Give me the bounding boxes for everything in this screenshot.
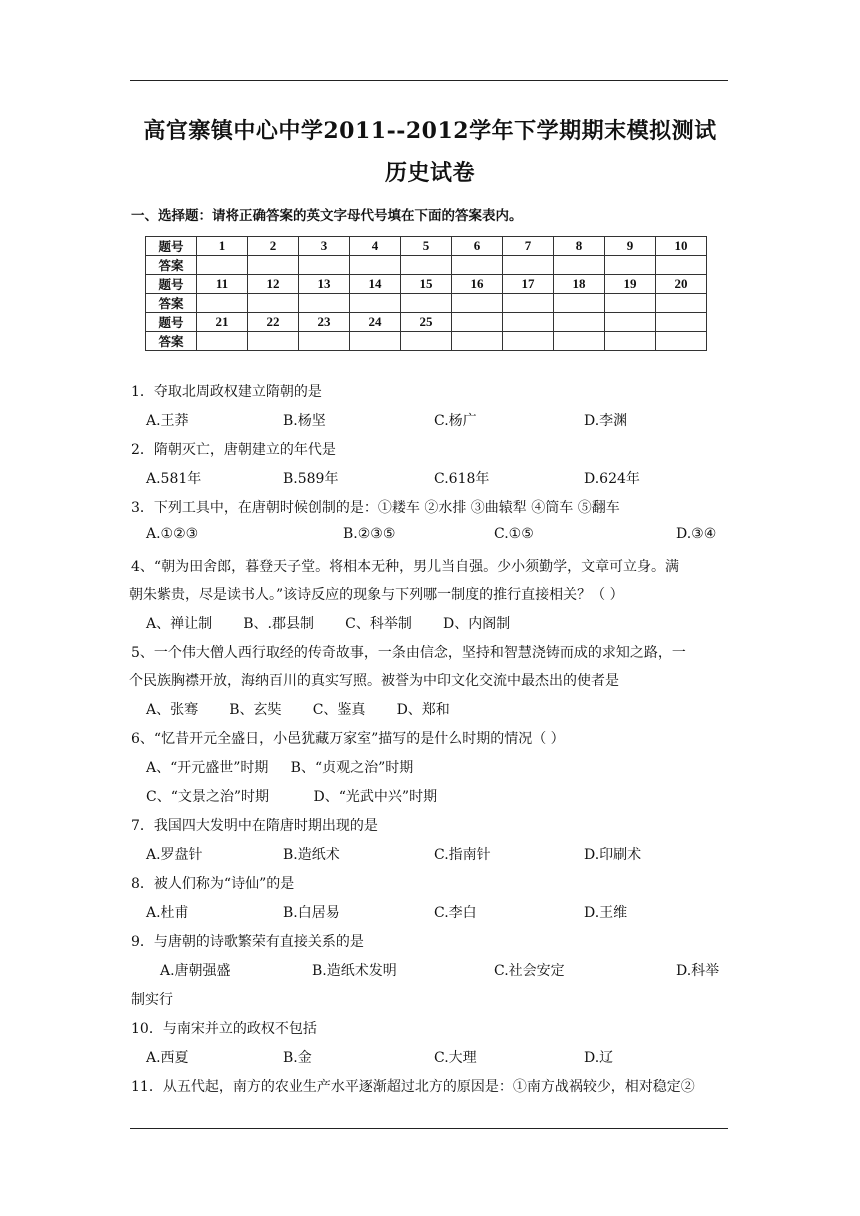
question-number-cell: [554, 313, 605, 332]
question-number-cell: 12: [248, 275, 299, 294]
question-number-cell: 14: [350, 275, 401, 294]
option-c[interactable]: C.杨广: [434, 413, 477, 429]
answer-cell[interactable]: [452, 332, 503, 351]
answer-label-cell: 答案: [146, 294, 197, 313]
exam-subtitle: 历史试卷: [384, 160, 475, 186]
question-number-cell: 10: [656, 237, 707, 256]
option-c[interactable]: C.社会安定: [494, 963, 565, 979]
answer-cell[interactable]: [350, 294, 401, 313]
option-b[interactable]: B.白居易: [283, 905, 340, 921]
answer-cell[interactable]: [605, 294, 656, 313]
question-label-cell: 题号: [146, 313, 197, 332]
question-stem: 8．被人们称为“诗仙”的是: [131, 876, 295, 892]
question-stem: 7．我国四大发明中在隋唐时期出现的是: [131, 818, 378, 834]
question-number-cell: 23: [299, 313, 350, 332]
exam-title: 高官寨镇中心中学2011--2012学年下学期期末模拟测试: [143, 118, 717, 144]
option-d-continued: 制实行: [131, 992, 173, 1008]
table-row: [146, 237, 707, 256]
table-row: [146, 256, 707, 275]
option-a[interactable]: A.①②③: [146, 526, 199, 542]
question-number-cell: 22: [248, 313, 299, 332]
option-d[interactable]: D.印刷术: [584, 847, 642, 863]
table-row: [146, 313, 707, 332]
question-stem: 6、“忆昔开元全盛日，小邑犹藏万家室”描写的是什么时期的情况（ ）: [131, 731, 565, 747]
option-a[interactable]: A.唐朝强盛: [160, 963, 231, 979]
option-b[interactable]: B.②③⑤: [343, 526, 396, 542]
question-number-cell: 7: [503, 237, 554, 256]
question-number-cell: 13: [299, 275, 350, 294]
answer-cell[interactable]: [299, 256, 350, 275]
answer-cell[interactable]: [299, 332, 350, 351]
options-row[interactable]: A、“开元盛世”时期 B、“贞观之治”时期: [146, 760, 414, 776]
answer-cell[interactable]: [605, 332, 656, 351]
option-b[interactable]: B.造纸术发明: [312, 963, 397, 979]
question-number-cell: 11: [197, 275, 248, 294]
answer-cell[interactable]: [605, 256, 656, 275]
answer-cell[interactable]: [503, 256, 554, 275]
answer-cell[interactable]: [197, 294, 248, 313]
answer-table: [145, 236, 707, 351]
question-number-cell: 18: [554, 275, 605, 294]
option-d[interactable]: D.科举: [676, 963, 720, 979]
option-d[interactable]: D.王维: [584, 905, 628, 921]
question-label-cell: 题号: [146, 275, 197, 294]
question-label-cell: 题号: [146, 237, 197, 256]
question-number-cell: [605, 313, 656, 332]
question-number-cell: 15: [401, 275, 452, 294]
option-b[interactable]: B.杨坚: [283, 413, 326, 429]
question-stem: 10．与南宋并立的政权不包括: [131, 1021, 317, 1037]
option-d[interactable]: D.624年: [584, 471, 640, 487]
answer-cell[interactable]: [452, 256, 503, 275]
answer-label-cell: 答案: [146, 332, 197, 351]
answer-cell[interactable]: [197, 256, 248, 275]
question-stem: 1．夺取北周政权建立隋朝的是: [131, 384, 322, 400]
option-d[interactable]: D.辽: [584, 1050, 614, 1066]
question-stem: 2．隋朝灭亡，唐朝建立的年代是: [131, 442, 336, 458]
answer-cell[interactable]: [554, 332, 605, 351]
option-c[interactable]: C.①⑤: [494, 526, 534, 542]
answer-cell[interactable]: [656, 294, 707, 313]
footer-rule: [130, 1128, 728, 1129]
answer-cell[interactable]: [350, 256, 401, 275]
question-number-cell: 4: [350, 237, 401, 256]
question-number-cell: 3: [299, 237, 350, 256]
question-stem: 11．从五代起，南方的农业生产水平逐渐超过北方的原因是：①南方战祸较少，相对稳定②: [131, 1079, 695, 1095]
question-number-cell: 24: [350, 313, 401, 332]
option-d[interactable]: D.③④: [676, 526, 717, 542]
question-number-cell: 21: [197, 313, 248, 332]
question-number-cell: 8: [554, 237, 605, 256]
question-number-cell: 6: [452, 237, 503, 256]
option-c[interactable]: C.指南针: [434, 847, 491, 863]
option-c[interactable]: C.618年: [434, 471, 490, 487]
answer-cell[interactable]: [554, 294, 605, 313]
answer-cell[interactable]: [656, 256, 707, 275]
answer-cell[interactable]: [401, 256, 452, 275]
question-number-cell: 20: [656, 275, 707, 294]
answer-cell[interactable]: [248, 332, 299, 351]
table-row: [146, 275, 707, 294]
question-number-cell: 5: [401, 237, 452, 256]
option-a[interactable]: A.西夏: [146, 1050, 189, 1066]
question-number-cell: 16: [452, 275, 503, 294]
question-number-cell: [503, 313, 554, 332]
answer-cell[interactable]: [452, 294, 503, 313]
answer-label-cell: 答案: [146, 256, 197, 275]
options-row[interactable]: A、禅让制 B、.郡县制 C、科举制 D、内阁制: [146, 616, 511, 632]
answer-cell[interactable]: [248, 294, 299, 313]
question-number-cell: 17: [503, 275, 554, 294]
answer-cell[interactable]: [299, 294, 350, 313]
option-c[interactable]: C.大理: [434, 1050, 477, 1066]
section-heading: 一、选择题：请将正确答案的英文字母代号填在下面的答案表内。: [131, 208, 523, 224]
answer-cell[interactable]: [248, 256, 299, 275]
options-row[interactable]: C、“文景之治”时期 D、“光武中兴”时期: [146, 789, 438, 805]
question-stem: 3．下列工具中，在唐朝时候创制的是：①耧车 ②水排 ③曲辕犁 ④筒车 ⑤翻车: [131, 500, 620, 516]
question-number-cell: [452, 313, 503, 332]
option-a[interactable]: A.王莽: [146, 413, 189, 429]
option-d[interactable]: D.李渊: [584, 413, 628, 429]
question-stem: 4、“朝为田舍郎，暮登天子堂。将相本无种，男儿当自强。少小须勤学，文章可立身。满: [131, 559, 680, 575]
question-stem: 5、一个伟大僧人西行取经的传奇故事，一条由信念，坚持和智慧浇铸而成的求知之路，一: [131, 645, 686, 661]
answer-cell[interactable]: [503, 332, 554, 351]
option-b[interactable]: B.造纸术: [283, 847, 340, 863]
question-number-cell: 19: [605, 275, 656, 294]
question-stem: 9．与唐朝的诗歌繁荣有直接关系的是: [131, 934, 364, 950]
option-a[interactable]: A.杜甫: [146, 905, 189, 921]
answer-cell[interactable]: [197, 332, 248, 351]
question-number-cell: 1: [197, 237, 248, 256]
table-row: [146, 294, 707, 313]
question-stem-continued: 朝朱紫贵，尽是读书人。”该诗反应的现象与下列哪一制度的推行直接相关？（ ）: [129, 587, 624, 603]
answer-cell[interactable]: [656, 332, 707, 351]
option-a[interactable]: A.罗盘针: [146, 847, 203, 863]
question-number-cell: [656, 313, 707, 332]
answer-cell[interactable]: [401, 294, 452, 313]
option-a[interactable]: A.581年: [146, 471, 202, 487]
question-stem-continued: 个民族胸襟开放，海纳百川的真实写照。被誉为中印文化交流中最杰出的使者是: [129, 673, 619, 689]
answer-cell[interactable]: [503, 294, 554, 313]
answer-cell[interactable]: [554, 256, 605, 275]
question-number-cell: 9: [605, 237, 656, 256]
options-row[interactable]: A、张骞 B、玄奘 C、鉴真 D、郑和: [146, 702, 450, 718]
option-c[interactable]: C.李白: [434, 905, 477, 921]
option-b[interactable]: B.金: [283, 1050, 312, 1066]
answer-cell[interactable]: [350, 332, 401, 351]
option-b[interactable]: B.589年: [283, 471, 339, 487]
header-rule: [130, 80, 728, 81]
answer-cell[interactable]: [401, 332, 452, 351]
table-row: [146, 332, 707, 351]
question-number-cell: 2: [248, 237, 299, 256]
question-number-cell: 25: [401, 313, 452, 332]
